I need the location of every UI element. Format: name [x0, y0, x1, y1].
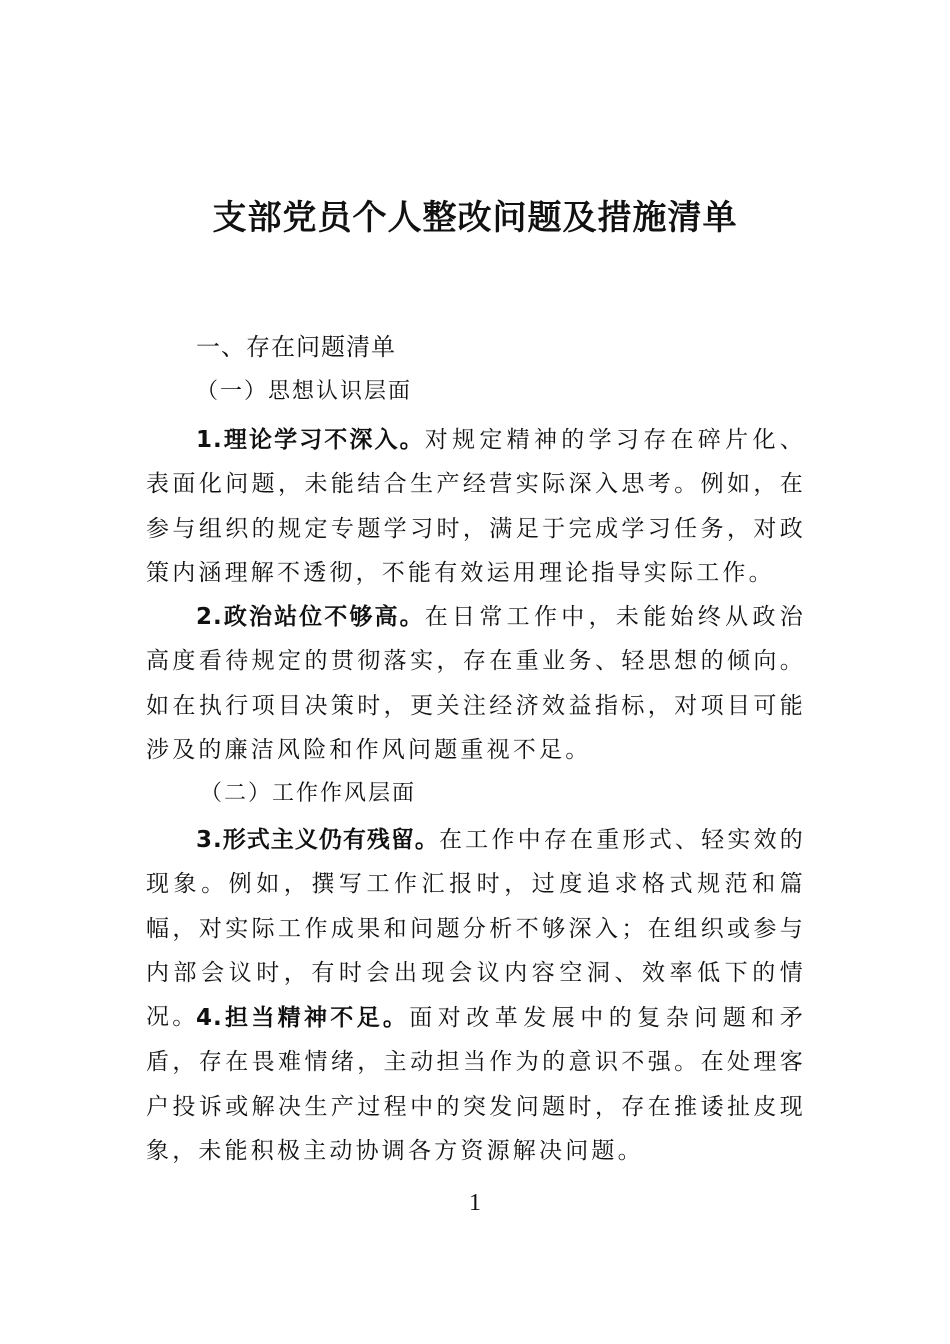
- problem-item-4-text: 面对改革发展中的复杂问题和矛盾，存在畏难情绪，主动担当作为的意识不强。在处理客户投诉或解决生产过程中的突发问题时，存在推诿扯皮现象，未能积极主动协调各方资源解决问题。: [146, 1005, 806, 1164]
- subsection-heading-2: （二）工作作风层面: [200, 781, 417, 806]
- problem-item-4: [146, 996, 806, 1173]
- page-number: 1: [469, 1190, 481, 1216]
- section-heading: 一、存在问题清单: [196, 333, 396, 361]
- problem-item-3-lead: 3.形式主义仍有残留。: [196, 827, 439, 853]
- problem-item-3-text: 在工作中存在重形式、轻实效的现象。例如，撰写工作汇报时，过度追求格式规范和篇幅，对实际工作成果和问题分析不够深入；在组织或参与内部会议时，有时会出现会议内容空洞、效率低下的情况。: [146, 827, 806, 1031]
- problem-item-2-text: 在日常工作中，未能始终从政治高度看待规定的贯彻落实，存在重业务、轻思想的倾向。如在执行项目决策时，更关注经济效益指标，对项目可能涉及的廉洁风险和作风问题重视不足。: [146, 604, 806, 763]
- document-title: 支部党员个人整改问题及措施清单: [212, 198, 738, 238]
- problem-item-1: [146, 418, 806, 595]
- problem-item-1-lead: 1.理论学习不深入。: [196, 427, 425, 453]
- subsection-heading-1: （一）思想认识层面: [196, 379, 413, 404]
- problem-item-2-lead: 2.政治站位不够高。: [196, 604, 425, 630]
- problem-item-1-text: 对规定精神的学习存在碎片化、表面化问题，未能结合生产经营实际深入思考。例如，在参与组织的规定专题学习时，满足于完成学习任务，对政策内涵理解不透彻，不能有效运用理论指导实际工作。: [146, 427, 806, 586]
- problem-item-4-lead: 4.担当精神不足。: [196, 1005, 410, 1031]
- problem-item-2: [146, 595, 806, 772]
